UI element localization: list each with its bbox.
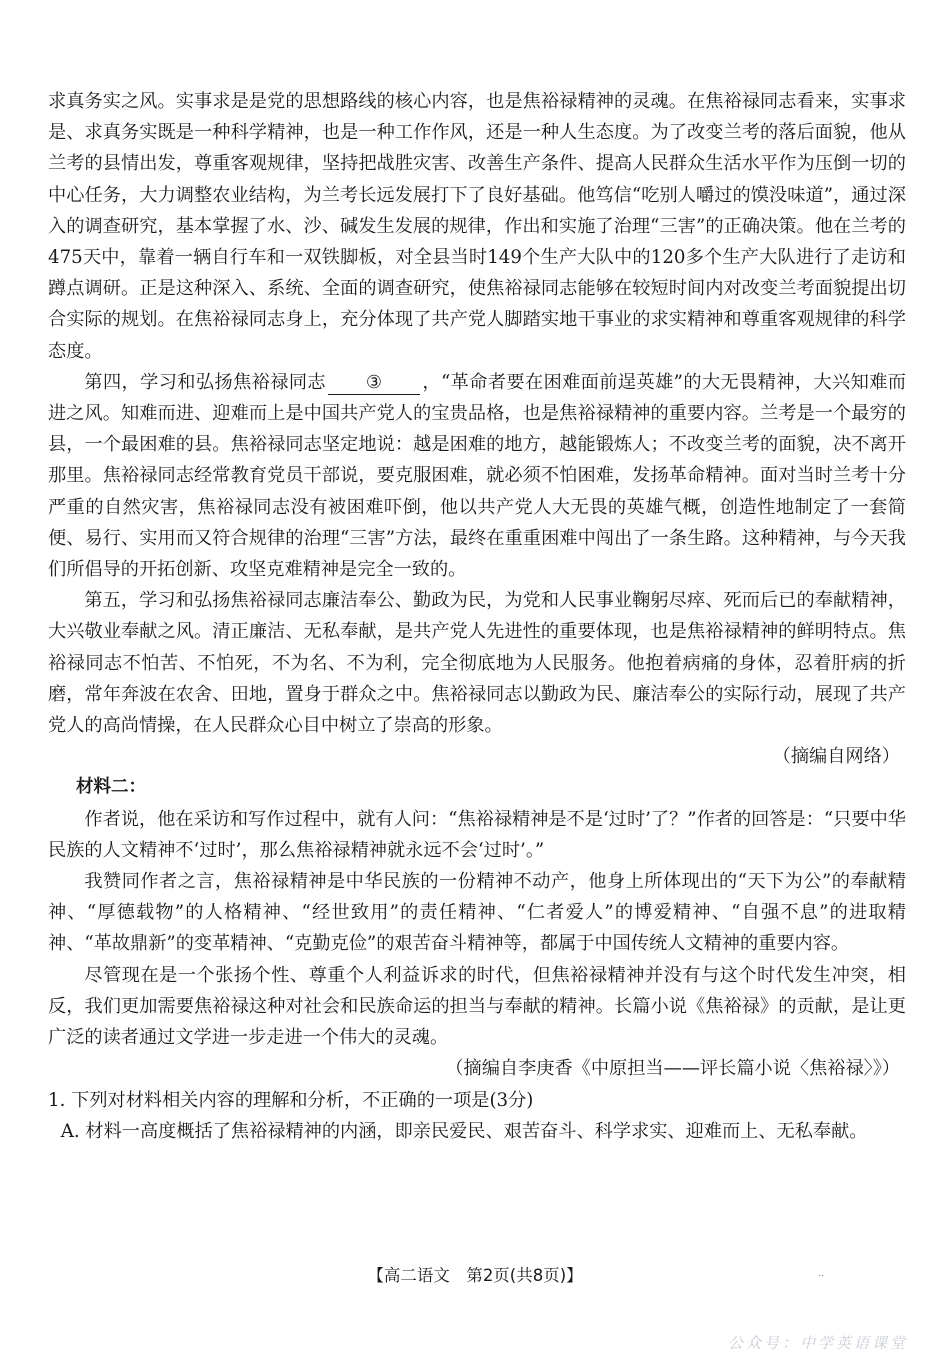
paragraph-fourth-start: 第四，学习和弘扬焦裕禄同志: [84, 371, 326, 393]
source-note-1: （摘编自网络）: [772, 746, 900, 768]
page-footer: 【高二语文 第2页(共8页)】: [367, 1266, 583, 1285]
paragraph-fourth: [48, 367, 906, 585]
document-body: [48, 86, 906, 1147]
watermark: 公众号：中学英语课堂: [727, 1334, 908, 1352]
material-2-paragraph-3: 尽管现在是一个张扬个性、尊重个人利益诉求的时代，但焦裕禄精神并没有与这个时代发生冲突，相反，我们更加需要焦裕禄这种对社会和民族命运的担当与奉献的精神。长篇小说《焦裕禄》的贡献，是让更广泛的读者通过文学进一步走进一个伟大的灵魂。: [48, 964, 906, 1049]
question-1-option-a: A. 材料一高度概括了焦裕禄精神的内涵，即亲民爱民、艰苦奋斗、科学求实、迎难而上、无私奉献。: [60, 1120, 868, 1142]
material-2-heading: 材料二：: [76, 777, 146, 798]
fill-blank-3: ③: [328, 372, 420, 395]
footer-dots: ..: [818, 1268, 825, 1279]
source-note-2: （摘编自李庚香《中原担当——评长篇小说〈焦裕禄〉》）: [445, 1058, 900, 1080]
material-2-paragraph-2: 我赞同作者之言，焦裕禄精神是中华民族的一份精神不动产，他身上所体现出的“天下为公”的奉献精神、“厚德载物”的人格精神、“经世致用”的责任精神、“仁者爱人”的博爱精神、“自强不息”的进取精神、“革故鼎新”的变革精神、“克勤克俭”的艰苦奋斗精神等，都属于中国传统人文精神的重要内容。: [48, 871, 906, 955]
paragraph-fifth: 第五，学习和弘扬焦裕禄同志廉洁奉公、勤政为民，为党和人民事业鞠躬尽瘁、死而后已的奉献精神，大兴敬业奉献之风。清正廉洁、无私奉献，是共产党人先进性的重要体现，也是焦裕禄精神的鲜明特点。焦裕禄同志不怕苦、不怕死，不为名、不为利，完全彻底地为人民服务。他抱着病痛的身体，忍着肝病的折磨，常年奔波在农舍、田地，置身于群众之中。焦裕禄同志以勤政为民、廉洁奉公的实际行动，展现了共产党人的高尚情操，在人民群众心目中树立了崇高的形象。: [48, 590, 906, 737]
question-1-stem: 1. 下列对材料相关内容的理解和分析，不正确的一项是(3分): [48, 1089, 534, 1111]
paragraph-intro: 求真务实之风。实事求是是党的思想路线的核心内容，也是焦裕禄精神的灵魂。在焦裕禄同志看来，实事求是、求真务实既是一种科学精神，也是一种工作作风，还是一种人生态度。为了改变兰考的落后面貌，他从兰考的县情出发，尊重客观规律，坚持把战胜灾害、改善生产条件、提高人民群众生活水平作为压倒一切的中心任务，大力调整农业结构，为兰考长远发展打下了良好基础。他笃信“吃别人嚼过的馍没味道”，通过深入的调查研究，基本掌握了水、沙、碱发生发展的规律，作出和实施了治理“三害”的正确决策。他在兰考的475天中，靠着一辆自行车和一双铁脚板，对全县当时149个生产大队中的120多个生产大队进行了走访和蹲点调研。正是这种深入、系统、全面的调查研究，使焦裕禄同志能够在较短时间内对改变兰考面貌提出切合实际的规划。在焦裕禄同志身上，充分体现了共产党人脚踏实地干事业的求实精神和尊重客观规律的科学态度。: [48, 91, 906, 362]
paragraph-fourth-rest: ，“革命者要在困难面前逞英雄”的大无畏精神，大兴知难而进之风。知难而进、迎难而上是中国共产党人的宝贵品格，也是焦裕禄精神的重要内容。兰考是一个最穷的县，一个最困难的县。焦裕禄同志坚定地说：越是困难的地方，越能锻炼人；不改变兰考的面貌，决不离开那里。焦裕禄同志经常教育党员干部说，要克服困难，就必须不怕困难，发扬革命精神。面对当时兰考十分严重的自然灾害，焦裕禄同志没有被困难吓倒，他以共产党人大无畏的英雄气概，创造性地制定了一套简便、易行、实用而又符合规律的治理“三害”方法，最终在重重困难中闯出了一条生路。这种精神，与今天我们所倡导的开拓创新、攻坚克难精神是完全一致的。: [48, 371, 906, 581]
material-2-paragraph-1: 作者说，他在采访和写作过程中，就有人问：“焦裕禄精神是不是‘过时’了？”作者的回答是：“只要中华民族的人文精神不‘过时’，那么焦裕禄精神就永远不会‘过时’。”: [48, 808, 906, 861]
